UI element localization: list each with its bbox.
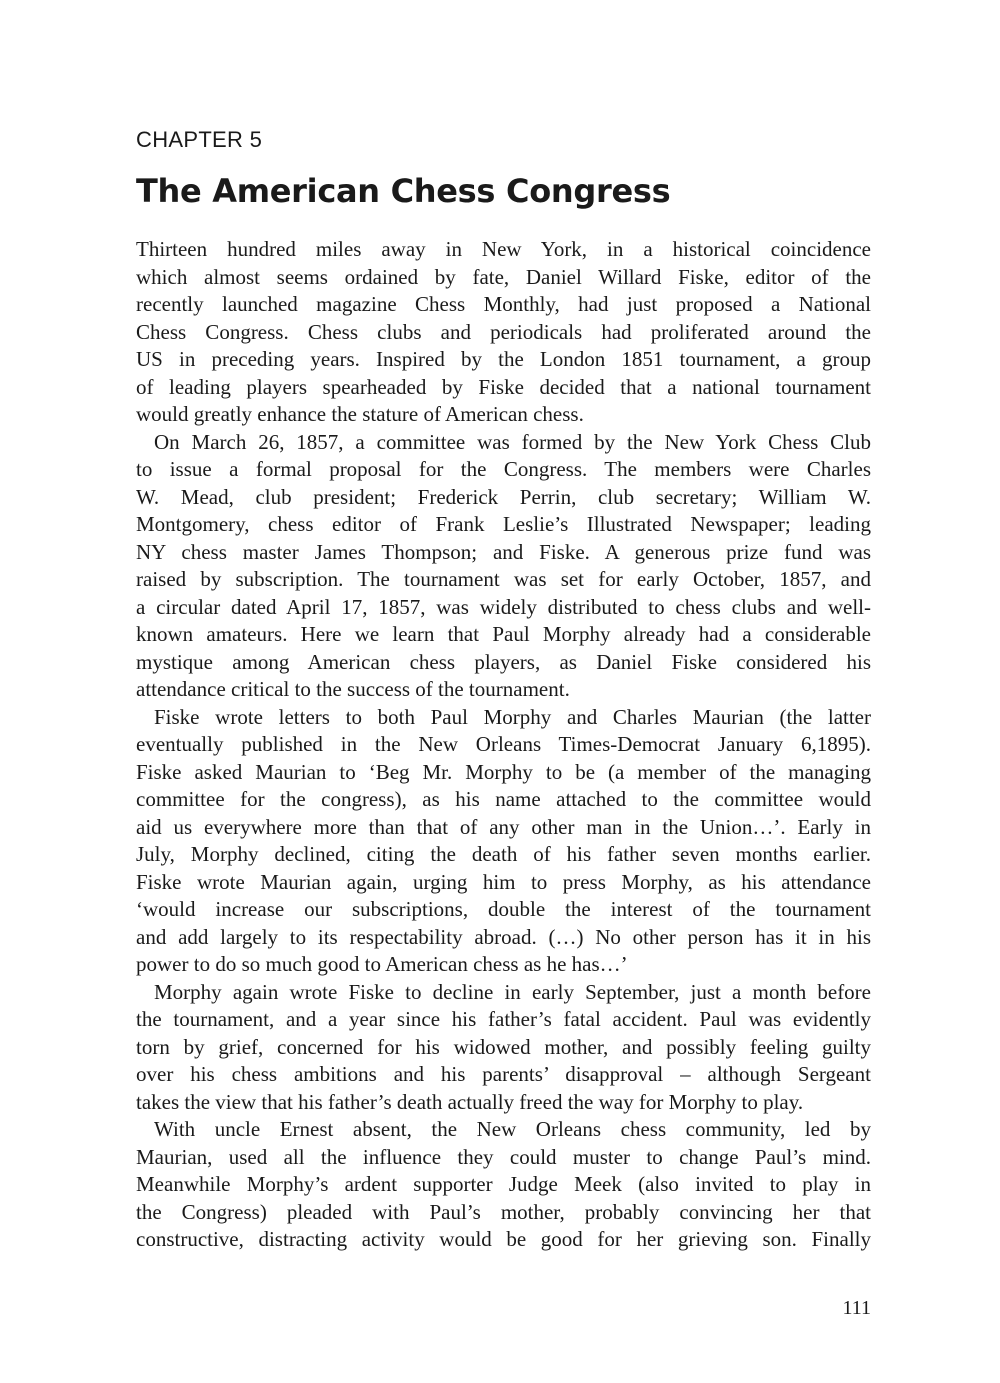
paragraph-5: [136, 1116, 871, 1254]
text-line: With uncle Ernest absent, the New Orleans chess community, led by: [154, 1117, 871, 1141]
text-line: constructive, distracting activity would be good for her grieving son. Finally: [136, 1227, 871, 1251]
text-line: and add largely to its respectability abroad. (…) No other person has it in his: [136, 924, 871, 949]
text-line: Morphy again wrote Fiske to decline in early September, just a month before: [154, 979, 871, 1004]
text-line: Fiske asked Maurian to ‘Beg Mr. Morphy to be (a member of the managing: [136, 759, 871, 784]
paragraph-3: [136, 704, 871, 979]
text-line: On March 26, 1857, a committee was formed by the New York Chess Club: [154, 429, 871, 454]
text-line: committee for the congress), as his name attached to the committee would: [136, 787, 871, 811]
chapter-label: CHAPTER 5: [136, 127, 263, 152]
text-line: to issue a formal proposal for the Congress. The members were Charles: [136, 457, 871, 481]
paragraph-4: [136, 979, 871, 1117]
text-line: mystique among American chess players, as Daniel Fiske considered his: [136, 649, 871, 674]
text-line: known amateurs. Here we learn that Paul Morphy already had a considerable: [136, 622, 871, 646]
chapter-title: The American Chess Congress: [136, 172, 671, 210]
text-line: Fiske wrote letters to both Paul Morphy and Charles Maurian (the latter: [154, 704, 871, 729]
text-line: W. Mead, club president; Frederick Perrin, club secretary; William W.: [136, 484, 871, 509]
text-line: of leading players spearheaded by Fiske decided that a national tournament: [136, 374, 871, 399]
text-line: Fiske wrote Maurian again, urging him to press Morphy, as his attendance: [136, 869, 871, 894]
paragraph-1: [136, 236, 871, 429]
text-line: takes the view that his father’s death actually freed the way for Morphy to play.: [136, 1089, 804, 1114]
text-line: aid us everywhere more than that of any other man in the Union…’. Early in: [136, 814, 871, 839]
text-line: a circular dated April 17, 1857, was widely distributed to chess clubs and well-: [136, 594, 871, 619]
text-line: raised by subscription. The tournament was set for early October, 1857, and: [136, 567, 871, 591]
text-line: the Congress) pleaded with Paul’s mother, probably convincing her that: [136, 1199, 871, 1224]
text-line: US in preceding years. Inspired by the London 1851 tournament, a group: [136, 347, 871, 371]
text-line: July, Morphy declined, citing the death of his father seven months earlier.: [136, 842, 871, 866]
paragraph-2: [136, 429, 871, 704]
text-line: eventually published in the New Orleans Times-Democrat January 6,1895).: [136, 732, 871, 756]
text-line: over his chess ambitions and his parents’ disapproval – although Sergeant: [136, 1062, 871, 1086]
text-line: torn by grief, concerned for his widowed mother, and possibly feeling guilty: [136, 1034, 871, 1059]
chapter-body: [136, 236, 871, 1254]
text-line: would greatly enhance the stature of American chess.: [136, 402, 584, 426]
text-line: NY chess master James Thompson; and Fiske. A generous prize fund was: [136, 539, 871, 564]
text-line: ‘would increase our subscriptions, double the interest of the tournament: [136, 897, 871, 921]
text-line: attendance critical to the success of the tournament.: [136, 677, 570, 701]
text-line: recently launched magazine Chess Monthly, had just proposed a National: [136, 292, 871, 316]
page-number: 111: [842, 1297, 871, 1319]
text-line: power to do so much good to American chess as he has…’: [136, 952, 628, 976]
text-line: which almost seems ordained by fate, Daniel Willard Fiske, editor of the: [136, 264, 871, 289]
text-line: Maurian, used all the influence they could muster to change Paul’s mind.: [136, 1144, 871, 1169]
text-line: Montgomery, chess editor of Frank Leslie’s Illustrated Newspaper; leading: [136, 512, 871, 536]
text-line: Thirteen hundred miles away in New York, in a historical coincidence: [136, 237, 871, 261]
text-line: Chess Congress. Chess clubs and periodicals had proliferated around the: [136, 319, 871, 344]
text-line: Meanwhile Morphy’s ardent supporter Judge Meek (also invited to play in: [136, 1172, 871, 1196]
book-page: [136, 0, 871, 1383]
text-line: the tournament, and a year since his father’s fatal accident. Paul was evidently: [136, 1007, 871, 1031]
